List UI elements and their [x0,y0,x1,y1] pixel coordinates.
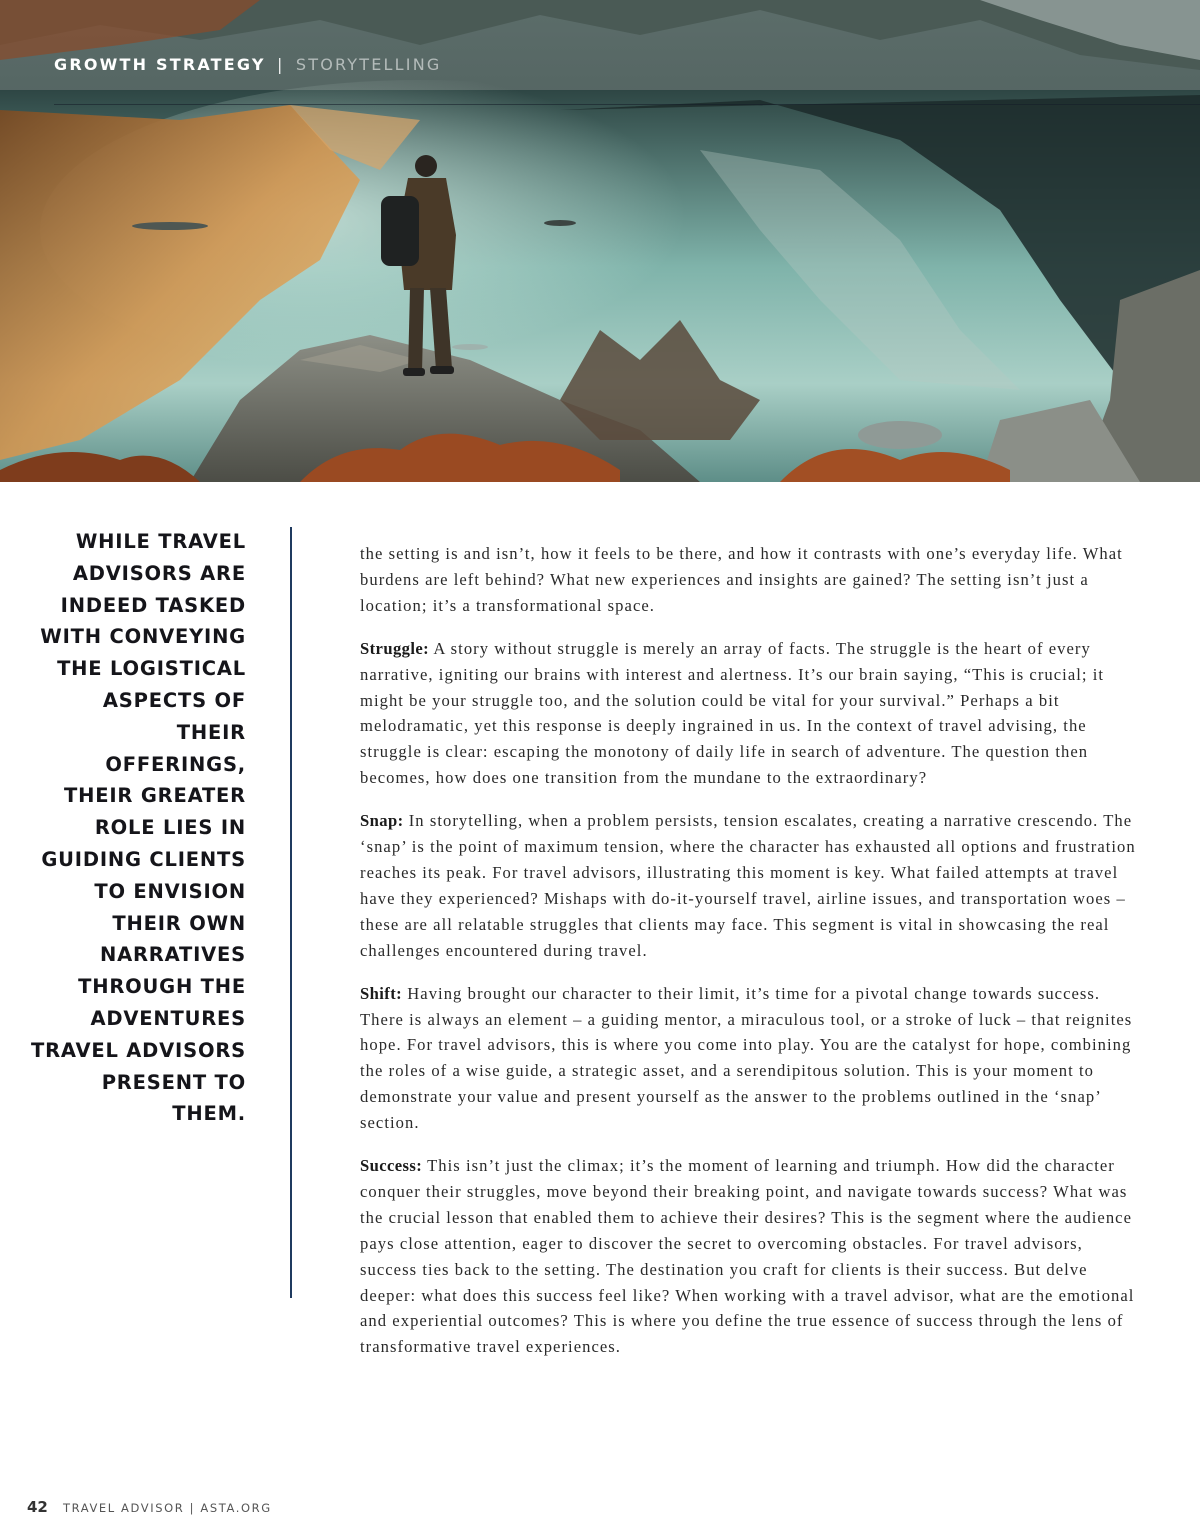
intro-paragraph: the setting is and isn’t, how it feels to be there, and how it contrasts with one’s everyday life. What burdens are left behind? What new experiences and insights are gained? The setting isn’t just a location; it’s a transformational space. [360,544,1123,615]
hero-photo [0,0,1200,482]
publication-name: TRAVEL ADVISOR | ASTA.ORG [62,1501,272,1515]
struggle-text: A story without struggle is merely an array of facts. The struggle is the heart of every narrative, igniting our brains with interest and alertness. It’s our brain saying, “This is crucial; it might be your struggle too, and the solution could be vital for your survival.” Perhaps a bit melodramatic, yet this response is deeply ingrained in us. In the context of travel advising, the struggle is clear: escaping the monotony of daily life in search of adventure. The question then becomes, how does one transition from the mundane to the extraordinary? [360,638,1105,788]
struggle-paragraph [360,636,1138,791]
success-text: This isn’t just the climax; it’s the moment of learning and triumph. How did the character conquer their struggles, move beyond their breaking point, and navigate towards success? What was the crucial lesson that enabled them to achieve their desires? This is the segment where the audience pays close attention, eager to discover the secret to overcoming obstacles. For travel advisors, success ties back to the setting. The destination you craft for clients is their success. But delve deeper: what does this success feel like? When working with a travel advisor, what are the emotional and experiential outcomes? This is where you define the true essence of success through the lens of transformative travel experiences. [360,1156,1135,1357]
section-header [54,55,441,74]
section-subcategory: STORYTELLING [295,55,442,74]
section-category: GROWTH STRATEGY [54,55,266,74]
section-separator: | [276,55,285,74]
snap-text: In storytelling, when a problem persists, tension escalates, creating a narrative crescendo. The ‘snap’ is the point of maximum tension, where the character has exhausted all options and frustration reaches its peak. For travel advisors, illustrating this moment is key. What failed attempts at travel have they experienced? Mishaps with do-it-yourself travel, airline issues, and transportation woes – these are all relatable struggles that clients may face. This segment is vital in showcasing the real challenges encountered during travel. [360,811,1136,960]
success-lead: Success: [360,1156,423,1176]
page-footer [27,1497,272,1516]
header-rule [54,104,1200,105]
vertical-divider [290,527,292,1298]
success-paragraph [360,1153,1138,1360]
article-body [360,541,1138,1377]
pull-quote: WHILE TRAVEL ADVISORS ARE INDEED TASKED WITH CONVEYING THE LOGISTICAL ASPECTS OF THEIR OFFERINGS, THEIR GREATER ROLE LIES IN GUIDING CLIENTS TO ENVISION THEIR OWN NARRATIVES THROUGH THE ADVENTURES TRAVEL ADVISORS PRESENT TO THEM. [30,530,246,1126]
snap-paragraph [360,808,1138,963]
shift-text: Having brought our character to their limit, it’s time for a pivotal change towards success. There is always an element – a guiding mentor, a miraculous tool, or a stroke of luck – that reignites hope. For travel advisors, this is where you come into play. You are the catalyst for hope, combining the roles of a wise guide, a strategic asset, and a serendipitous solution. This is your moment to demonstrate your value and present yourself as the answer to the problems outlined in the ‘snap’ section. [360,983,1133,1133]
shift-paragraph [360,981,1138,1136]
struggle-lead: Struggle: [360,638,430,658]
shift-lead: Shift: [360,983,403,1003]
snap-lead: Snap: [360,811,404,831]
page-number: 42 [27,1498,48,1516]
